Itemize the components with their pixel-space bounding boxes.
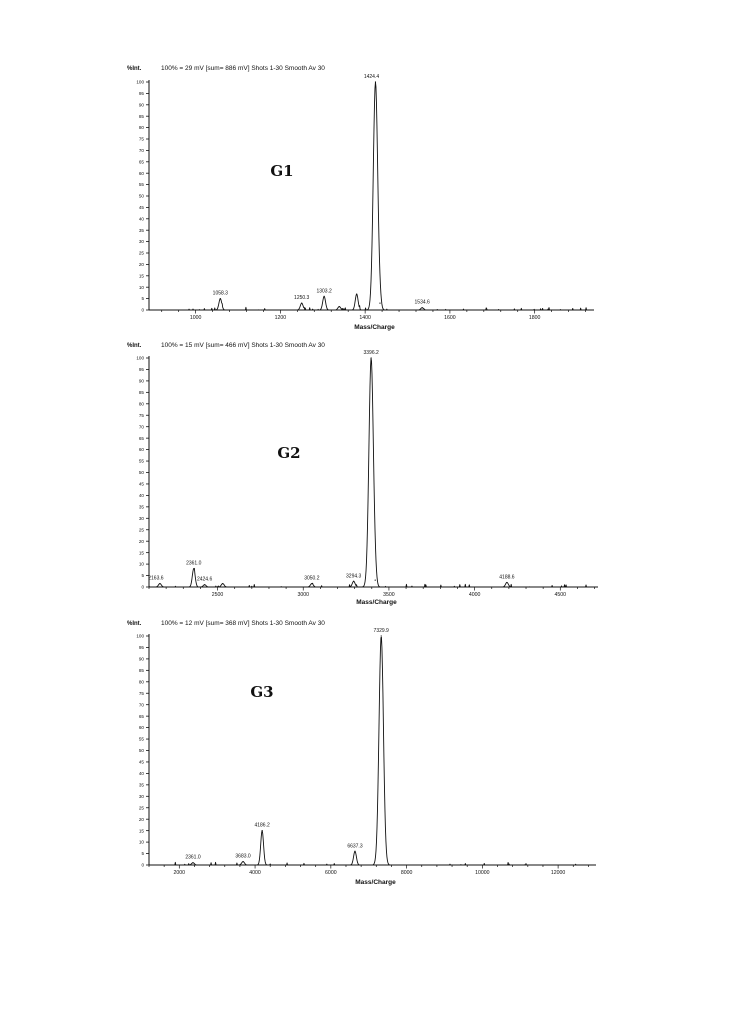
peak-label: 2163.6 [148,575,164,582]
peak-apex-marker [193,568,194,569]
y-tick-label: 100 [136,79,144,85]
y-tick-label: 80 [138,401,144,407]
peak-apex-marker [222,583,223,584]
y-tick-label: 15 [138,273,144,279]
peak-apex-marker [324,296,325,297]
peak-apex-marker [371,357,372,358]
y-tick-label: 5 [141,573,144,579]
y-tick-label: 30 [138,515,144,521]
y-tick-label: 25 [138,805,144,811]
y-tick-label: 15 [138,550,144,556]
y-tick-label: 20 [138,816,144,822]
y-tick-label: 45 [138,205,144,210]
y-tick-label: 90 [138,102,144,108]
y-tick-label: 45 [138,759,144,765]
peak-apex-marker [262,830,263,831]
y-tick-label: 5 [141,851,144,857]
y-tick-label: 50 [138,193,144,199]
x-tick-label: 4500 [554,592,567,598]
peak-apex-marker [242,861,243,862]
y-tick-label: 55 [138,182,144,188]
peak-apex-marker [192,862,193,863]
peak-apex-marker [204,584,205,585]
peak-apex-marker [220,298,221,299]
y-tick-label: 60 [138,725,144,731]
spectrum-panel-2 [127,342,598,606]
peak-label: 4188.6 [499,574,515,581]
y-tick-label: 20 [138,262,144,267]
y-tick-label: 95 [138,91,144,96]
x-axis-label: Mass/Charge [356,599,397,606]
peak-label: 2424.6 [196,576,213,583]
spectrum-panel-1 [127,65,594,331]
x-tick-label: 10000 [475,870,490,876]
x-tick-label: 1800 [528,315,541,321]
panel-label: G1 [270,162,294,180]
peak-label: 7329.9 [373,628,389,634]
y-tick-label: 40 [138,216,144,222]
y-tick-label: 70 [138,702,144,708]
y-tick-label: 10 [138,839,144,845]
y-tick-label: 35 [138,504,144,510]
y-tick-label: 100 [136,355,144,361]
x-tick-label: 1200 [274,315,287,321]
peak-apex-marker [379,303,380,304]
y-axis-header: %Int. [127,66,142,72]
x-tick-label: 1000 [189,315,202,321]
peak-apex-marker [381,635,382,636]
y-tick-label: 85 [138,389,144,395]
y-tick-label: 40 [138,493,144,498]
peak-label: 1058.3 [212,290,228,297]
peak-label: 3294.3 [346,573,362,580]
acquisition-header: 100% = 12 mV [sum= 368 mV] Shots 1-30 Smooth Av 30 [161,620,325,627]
peak-apex-marker [356,293,357,294]
peak-label: 1424.4 [363,74,380,80]
x-tick-label: 4000 [468,592,481,598]
y-axis-header: %Int. [127,621,142,627]
y-tick-label: 70 [138,148,144,153]
y-tick-label: 95 [138,645,144,651]
acquisition-header: 100% = 15 mV [sum= 466 mV] Shots 1-30 Smooth Av 30 [161,342,325,349]
spectrum-panel-3 [127,620,596,886]
peak-label: 1303.2 [316,288,332,295]
y-tick-label: 60 [138,170,144,176]
panel-label: G3 [250,683,274,701]
spectrum-trace [149,82,594,310]
y-tick-label: 15 [138,828,144,834]
y-tick-label: 90 [138,656,144,662]
y-tick-label: 0 [141,862,144,868]
y-tick-label: 70 [138,424,144,430]
peak-label: 1250.3 [294,295,310,302]
panel-label: G2 [277,444,301,462]
y-tick-label: 75 [138,136,144,142]
y-tick-label: 35 [138,782,144,788]
y-tick-label: 85 [138,113,144,119]
y-tick-label: 75 [138,412,144,418]
y-tick-label: 30 [138,793,144,799]
peak-label: 2361.0 [186,560,202,567]
peak-apex-marker [301,303,302,304]
y-tick-label: 80 [138,125,144,131]
peak-apex-marker [375,81,376,82]
y-tick-label: 10 [138,561,144,567]
y-tick-label: 65 [138,713,144,719]
x-tick-label: 4000 [249,870,261,876]
y-tick-label: 0 [141,307,144,313]
peak-label: 6637.3 [347,843,363,850]
y-tick-label: 75 [138,690,144,696]
y-tick-label: 0 [141,584,144,590]
peak-apex-marker [311,583,312,584]
x-tick-label: 6000 [325,870,337,876]
x-tick-label: 1600 [444,315,456,321]
x-tick-label: 2500 [211,592,224,598]
acquisition-header: 100% = 29 mV [sum= 886 mV] Shots 1-30 Smooth Av 30 [161,65,325,72]
y-tick-label: 60 [138,447,144,453]
y-tick-label: 95 [138,367,144,373]
peak-apex-marker [354,851,355,852]
peak-label: 2361.0 [185,854,201,861]
y-tick-label: 55 [138,458,144,464]
y-axis-header: %Int. [127,343,142,349]
y-tick-label: 85 [138,667,144,673]
y-tick-label: 25 [138,527,144,533]
y-tick-label: 30 [138,239,144,245]
x-tick-label: 2000 [173,870,186,876]
y-tick-label: 55 [138,736,144,742]
x-tick-label: 8000 [400,870,413,876]
y-tick-label: 25 [138,250,144,256]
x-tick-label: 1400 [359,315,371,321]
y-tick-label: 20 [138,538,144,544]
y-tick-label: 45 [138,481,144,487]
peak-label: 3050.2 [304,575,320,582]
spectrum-trace [149,637,596,865]
peak-label: 4186.2 [254,822,270,829]
y-tick-label: 50 [138,748,144,754]
y-tick-label: 35 [138,227,144,233]
y-tick-label: 100 [136,633,144,639]
peak-apex-marker [375,580,376,581]
peak-apex-marker [422,307,423,308]
x-tick-label: 12000 [550,870,566,876]
peak-label: 3683.0 [235,853,251,860]
x-tick-label: 3500 [383,592,395,598]
x-axis-label: Mass/Charge [354,324,395,331]
peak-apex-marker [353,581,354,582]
y-tick-label: 90 [138,378,144,384]
y-tick-label: 10 [138,284,144,290]
x-tick-label: 3000 [297,592,310,598]
peak-apex-marker [506,582,507,583]
x-axis-label: Mass/Charge [355,879,396,886]
y-tick-label: 50 [138,470,144,476]
peak-apex-marker [159,583,160,584]
peak-label: 3396.2 [363,350,379,356]
y-tick-label: 80 [138,679,144,685]
y-tick-label: 40 [138,771,144,776]
y-tick-label: 65 [138,435,144,441]
y-tick-label: 5 [141,296,144,302]
y-tick-label: 65 [138,159,144,165]
peak-apex-marker [339,306,340,307]
spectrum-trace [149,358,598,587]
peak-label: 1534.6 [414,299,430,306]
